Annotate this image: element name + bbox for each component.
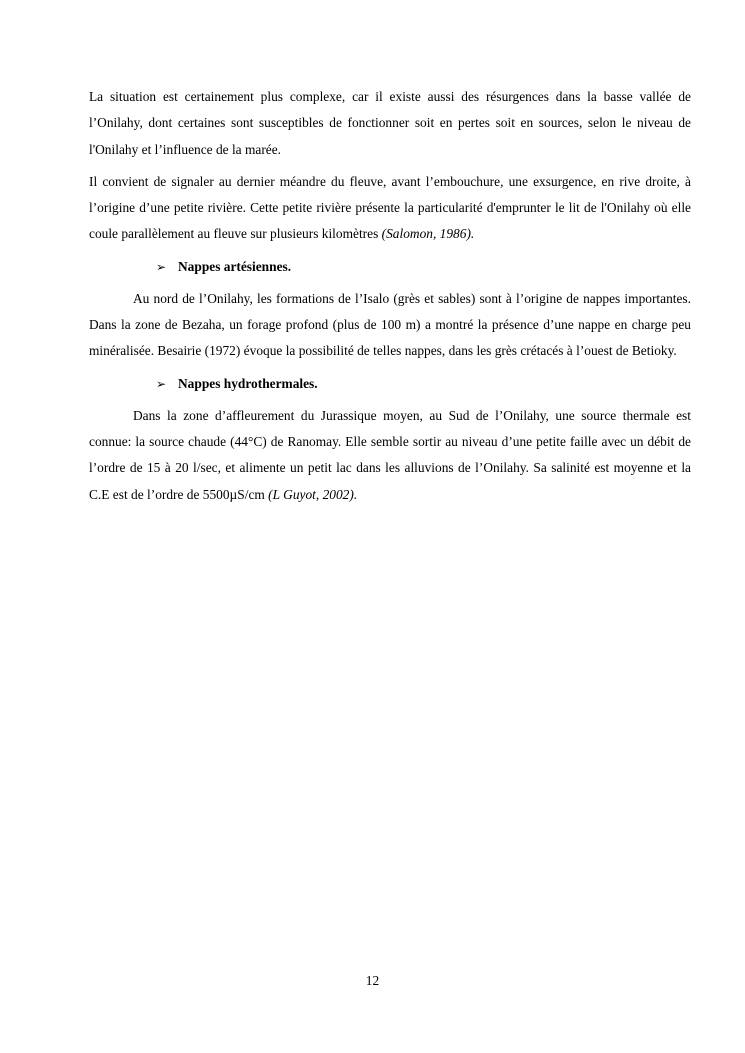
heading-hydrothermal-label: Nappes hydrothermales. xyxy=(178,375,318,391)
arrow-bullet-icon: ➢ xyxy=(156,376,167,391)
heading-artesian-label: Nappes artésiennes. xyxy=(178,258,292,274)
paragraph-resurgences xyxy=(89,84,691,163)
paragraph-hydrothermal xyxy=(89,403,691,508)
citation-guyot: (L Guyot, 2002). xyxy=(268,486,358,502)
paragraph-artesian xyxy=(89,286,691,365)
paragraph-exsurgence-text: Il convient de signaler au dernier méandre du fleuve, avant l’embouchure, une exsurgence, en rive droite, à l’origine d’une petite rivière. Cette petite rivière présente la particularité d'emprunter le lit de l'Onilahy où elle coule parallèlement au fleuve sur plusieurs kilomètres xyxy=(89,173,691,242)
paragraph-resurgences-text: La situation est certainement plus complexe, car il existe aussi des résurgences dans la basse vallée de l’Onilahy, dont certaines sont susceptibles de fonctionner soit en pertes soit en sources, selon le niveau de l'Onilahy et l’influence de la marée. xyxy=(89,89,691,157)
paragraph-exsurgence xyxy=(89,169,691,248)
citation-salomon: (Salomon, 1986). xyxy=(381,226,475,242)
document-body xyxy=(89,84,691,508)
arrow-bullet-icon: ➢ xyxy=(156,259,167,274)
paragraph-artesian-text: Au nord de l’Onilahy, les formations de l’Isalo (grès et sables) sont à l’origine de nappes importantes. Dans la zone de Bezaha, un forage profond (plus de 100 m) a montré la présence d’une nappe en charge peu minéralisée. Besairie (1972) évoque la possibilité de telles nappes, dans les grès crétacés à l’ouest de Betioky. xyxy=(89,290,691,359)
paragraph-hydrothermal-text: Dans la zone d’affleurement du Jurassique moyen, au Sud de l’Onilahy, une source thermale est connue: la source chaude (44°C) de Ranomay. Elle semble sortir au niveau d’une petite faille avec un débit de l’ordre de 15 à 20 l/sec, et alimente un petit lac dans les alluvions de l’Onilahy. Sa salinité est moyenne et la C.E est de l’ordre de 5500µS/cm xyxy=(89,407,691,502)
page-number: 12 xyxy=(365,973,380,988)
section-heading-hydrothermal xyxy=(89,371,691,397)
section-heading-artesian xyxy=(89,254,691,280)
